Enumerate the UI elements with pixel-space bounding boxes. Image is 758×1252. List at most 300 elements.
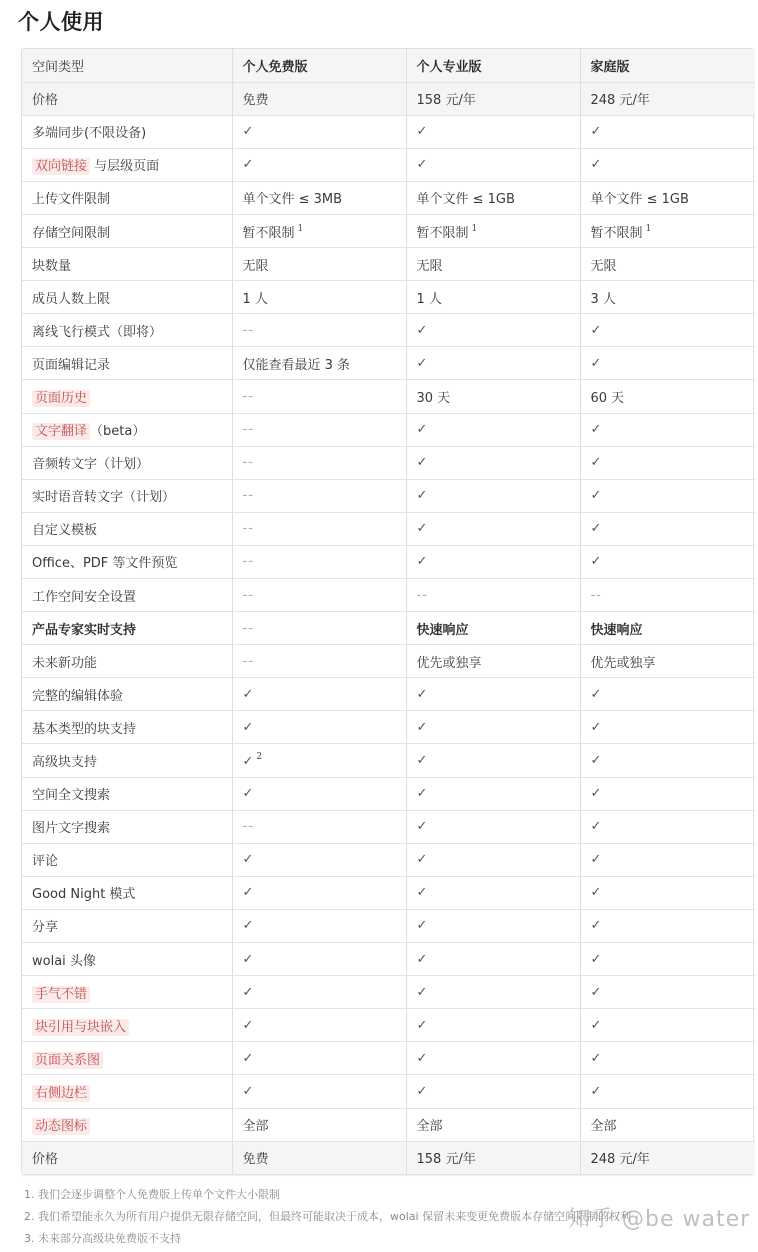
value-cell [580, 744, 755, 777]
feature-label: 空间全文搜索 [32, 788, 111, 804]
footnote-ref[interactable]: 1 [297, 223, 304, 234]
not-available-dash: -- [242, 422, 254, 438]
check-icon: ✓ [416, 918, 428, 934]
value-cell [232, 711, 406, 744]
feature-link[interactable]: 页面历史 [32, 390, 90, 407]
check-icon: ✓ [416, 124, 428, 140]
check-icon: ✓ [590, 852, 602, 868]
value-cell [232, 1042, 406, 1075]
check-icon: ✓ [416, 984, 428, 1000]
check-icon: ✓ [416, 819, 428, 835]
watermark: 知乎 @be water [568, 1207, 751, 1232]
not-available-dash: -- [416, 587, 428, 603]
feature-cell [22, 1042, 232, 1075]
table-row [22, 181, 755, 214]
value-cell [580, 1042, 755, 1075]
value-cell [232, 777, 406, 810]
value-cell [406, 612, 580, 645]
column-header-free: 个人免费版 [232, 49, 406, 82]
check-icon: ✓ [590, 488, 602, 504]
check-icon: ✓ [590, 753, 602, 769]
value-cell [580, 976, 755, 1009]
feature-label: 基本类型的块支持 [32, 721, 137, 737]
check-icon: ✓ [242, 686, 254, 702]
footnote-2: 2. 我们希望能永久为所有用户提供无限存储空间，但最终可能取决于成本，wolai 保留未来变更免费版本存储空间限制的权利 [24, 1210, 632, 1223]
check-icon: ✓ [416, 951, 428, 967]
table-row [22, 645, 755, 678]
check-icon: ✓ [590, 885, 602, 901]
feature-cell [22, 909, 232, 942]
value-cell [406, 1009, 580, 1042]
feature-label: 工作空间安全设置 [32, 589, 137, 605]
cell-value: 无限 [590, 258, 617, 274]
value-cell [580, 446, 755, 479]
value-cell [406, 579, 580, 612]
feature-cell [22, 579, 232, 612]
table-row [22, 810, 755, 843]
value-cell [232, 579, 406, 612]
value-cell [232, 214, 406, 247]
check-icon: ✓ [416, 322, 428, 338]
value-cell [580, 512, 755, 545]
value-cell [580, 248, 755, 281]
cell-value: 暂不限制 [242, 225, 295, 241]
check-icon: ✓ [590, 918, 602, 934]
feature-label: 存储空间限制 [32, 225, 111, 241]
feature-cell [22, 214, 232, 247]
feature-label: 块数量 [32, 258, 72, 274]
value-cell [232, 314, 406, 347]
cell-value: 优先或独享 [416, 655, 482, 671]
value-cell [580, 876, 755, 909]
value-cell [406, 115, 580, 148]
table-row [22, 876, 755, 909]
value-cell [580, 777, 755, 810]
table-row [22, 1075, 755, 1108]
value-cell [232, 678, 406, 711]
value-cell [406, 1075, 580, 1108]
value-cell [406, 512, 580, 545]
feature-label: 高级块支持 [32, 755, 98, 771]
value-cell [232, 810, 406, 843]
not-available-dash: -- [242, 620, 254, 636]
table-row [22, 281, 755, 314]
value-cell [232, 843, 406, 876]
cell-value: 无限 [242, 258, 269, 274]
value-cell [580, 314, 755, 347]
value-cell [406, 214, 580, 247]
value-cell [406, 479, 580, 512]
check-icon: ✓ [590, 554, 602, 570]
value-cell [232, 248, 406, 281]
cell-value: 1 人 [416, 291, 442, 307]
value-cell [580, 943, 755, 976]
check-icon: ✓ [242, 1083, 254, 1099]
check-icon: ✓ [590, 686, 602, 702]
check-icon: ✓ [416, 1017, 428, 1033]
check-icon: ✓ [590, 455, 602, 471]
table-row [22, 711, 755, 744]
value-cell [406, 248, 580, 281]
check-icon: ✓ [590, 124, 602, 140]
feature-label: 成员人数上限 [32, 291, 111, 307]
value-cell [406, 810, 580, 843]
check-icon: ✓ [590, 521, 602, 537]
cell-value: 248 元/年 [590, 1152, 650, 1168]
cell-value: 3 人 [590, 291, 616, 307]
table-header-row [22, 49, 755, 82]
feature-cell [22, 777, 232, 810]
check-icon: ✓ [242, 754, 254, 770]
cell-value: 158 元/年 [416, 93, 476, 109]
value-cell [580, 579, 755, 612]
table-row [22, 777, 755, 810]
value-cell [580, 115, 755, 148]
check-icon: ✓ [416, 719, 428, 735]
feature-cell [22, 876, 232, 909]
table-row [22, 347, 755, 380]
value-cell [406, 1141, 580, 1174]
feature-cell [22, 413, 232, 446]
value-cell [232, 115, 406, 148]
footnote-1: 1. 我们会逐步调整个人免费版上传单个文件大小限制 [24, 1188, 280, 1201]
value-cell [232, 181, 406, 214]
feature-label: Good Night 模式 [32, 887, 136, 903]
footnote-3: 3. 未来部分高级块免费版不支持 [24, 1232, 181, 1245]
check-icon: ✓ [590, 951, 602, 967]
value-cell [406, 678, 580, 711]
value-cell [406, 347, 580, 380]
check-icon: ✓ [590, 355, 602, 371]
feature-label: 页面编辑记录 [32, 357, 111, 373]
feature-cell [22, 446, 232, 479]
value-cell [406, 1042, 580, 1075]
table-row [22, 1108, 755, 1141]
not-available-dash: -- [242, 455, 254, 471]
value-cell [406, 380, 580, 413]
value-cell [406, 281, 580, 314]
not-available-dash: -- [242, 819, 254, 835]
value-cell [406, 314, 580, 347]
feature-label: Office、PDF 等文件预览 [32, 556, 178, 572]
feature-label: 未来新功能 [32, 655, 98, 671]
check-icon: ✓ [590, 322, 602, 338]
feature-cell [22, 1108, 232, 1141]
cell-value: 30 天 [416, 390, 451, 406]
table-row [22, 545, 755, 578]
not-available-dash: -- [242, 521, 254, 537]
value-cell [580, 678, 755, 711]
value-cell [232, 380, 406, 413]
feature-label: 上传文件限制 [32, 192, 111, 208]
value-cell [406, 777, 580, 810]
check-icon: ✓ [242, 984, 254, 1000]
value-cell [580, 1141, 755, 1174]
value-cell [232, 281, 406, 314]
feature-cell [22, 545, 232, 578]
column-header-family: 家庭版 [580, 49, 755, 82]
feature-cell [22, 1141, 232, 1174]
feature-label: wolai 头像 [32, 953, 96, 969]
feature-label: 多端同步(不限设备) [32, 126, 147, 142]
feature-cell [22, 843, 232, 876]
check-icon: ✓ [590, 422, 602, 438]
table-row [22, 314, 755, 347]
value-cell [232, 446, 406, 479]
table-row [22, 909, 755, 942]
not-available-dash: -- [242, 488, 254, 504]
value-cell [232, 1009, 406, 1042]
cell-value: 158 元/年 [416, 1152, 476, 1168]
cell-value: 暂不限制 [416, 225, 469, 241]
feature-cell [22, 1009, 232, 1042]
not-available-dash: -- [242, 322, 254, 338]
table-row [22, 82, 755, 115]
feature-label: 音频转文字（计划） [32, 457, 150, 473]
feature-link[interactable]: 动态图标 [32, 1118, 90, 1135]
check-icon: ✓ [416, 157, 428, 173]
feature-cell [22, 380, 232, 413]
value-cell [580, 545, 755, 578]
feature-label: 图片文字搜索 [32, 821, 111, 837]
footnote-ref[interactable]: 2 [256, 752, 263, 763]
feature-cell [22, 512, 232, 545]
table-row [22, 479, 755, 512]
check-icon: ✓ [416, 422, 428, 438]
feature-label: 评论 [32, 854, 59, 870]
check-icon: ✓ [416, 885, 428, 901]
check-icon: ✓ [590, 984, 602, 1000]
check-icon: ✓ [242, 786, 254, 802]
table-row [22, 1141, 755, 1174]
table-row [22, 1042, 755, 1075]
cell-value: 优先或独享 [590, 655, 656, 671]
cell-value: 单个文件 ≤ 1GB [416, 192, 515, 208]
feature-label: 产品专家实时支持 [32, 622, 137, 638]
value-cell [580, 82, 755, 115]
table-row [22, 943, 755, 976]
check-icon: ✓ [242, 719, 254, 735]
feature-link[interactable]: 页面关系图 [32, 1052, 103, 1069]
value-cell [406, 976, 580, 1009]
cell-value: 暂不限制 [590, 225, 643, 241]
cell-value: 免费 [242, 1152, 269, 1168]
feature-cell [22, 181, 232, 214]
check-icon: ✓ [242, 852, 254, 868]
check-icon: ✓ [416, 455, 428, 471]
check-icon: ✓ [242, 1050, 254, 1066]
feature-link[interactable]: 手气不错 [32, 986, 90, 1003]
cell-value: 无限 [416, 258, 443, 274]
feature-cell [22, 976, 232, 1009]
feature-cell [22, 281, 232, 314]
feature-cell [22, 744, 232, 777]
value-cell [232, 413, 406, 446]
feature-cell [22, 82, 232, 115]
not-available-dash: -- [242, 554, 254, 570]
cell-value: 1 人 [242, 291, 268, 307]
feature-cell [22, 678, 232, 711]
value-cell [232, 82, 406, 115]
value-cell [580, 1075, 755, 1108]
feature-label: 自定义模板 [32, 523, 98, 539]
plan-comparison-table [21, 48, 754, 1175]
table-row [22, 248, 755, 281]
cell-value: 单个文件 ≤ 3MB [242, 192, 343, 208]
value-cell [232, 943, 406, 976]
value-cell [580, 1108, 755, 1141]
feature-link[interactable]: 文字翻译 [32, 423, 90, 440]
value-cell [232, 479, 406, 512]
footnote-ref[interactable]: 1 [645, 223, 652, 234]
value-cell [232, 545, 406, 578]
check-icon: ✓ [416, 355, 428, 371]
check-icon: ✓ [416, 753, 428, 769]
check-icon: ✓ [590, 1083, 602, 1099]
feature-cell [22, 645, 232, 678]
value-cell [232, 612, 406, 645]
value-cell [406, 843, 580, 876]
footnote-ref[interactable]: 1 [471, 223, 478, 234]
value-cell [406, 744, 580, 777]
value-cell [406, 545, 580, 578]
value-cell [406, 181, 580, 214]
table-row [22, 413, 755, 446]
value-cell [232, 976, 406, 1009]
feature-label: 完整的编辑体验 [32, 688, 124, 704]
value-cell [580, 1009, 755, 1042]
value-cell [232, 645, 406, 678]
check-icon: ✓ [416, 786, 428, 802]
table-row [22, 446, 755, 479]
not-available-dash: -- [242, 653, 254, 669]
value-cell [580, 645, 755, 678]
feature-cell [22, 479, 232, 512]
check-icon: ✓ [416, 554, 428, 570]
cell-value: 快速响应 [590, 622, 643, 638]
check-icon: ✓ [416, 488, 428, 504]
cell-value: 免费 [242, 93, 269, 109]
check-icon: ✓ [590, 157, 602, 173]
not-available-dash: -- [590, 587, 602, 603]
check-icon: ✓ [416, 686, 428, 702]
value-cell [232, 909, 406, 942]
table-row [22, 214, 755, 247]
cell-value: 60 天 [590, 390, 625, 406]
cell-value: 全部 [416, 1119, 443, 1135]
value-cell [232, 347, 406, 380]
value-cell [232, 1108, 406, 1141]
value-cell [406, 148, 580, 181]
feature-label: 价格 [32, 1152, 59, 1168]
value-cell [580, 380, 755, 413]
value-cell [232, 1075, 406, 1108]
check-icon: ✓ [242, 885, 254, 901]
feature-cell [22, 148, 232, 181]
cell-value: 全部 [242, 1119, 269, 1135]
feature-label: 实时语音转文字（计划） [32, 490, 176, 506]
value-cell [406, 711, 580, 744]
check-icon: ✓ [590, 786, 602, 802]
table-row [22, 148, 755, 181]
not-available-dash: -- [242, 587, 254, 603]
value-cell [406, 909, 580, 942]
table-row [22, 976, 755, 1009]
feature-cell [22, 612, 232, 645]
table-row [22, 579, 755, 612]
value-cell [406, 82, 580, 115]
column-header-pro: 个人专业版 [406, 49, 580, 82]
check-icon: ✓ [416, 521, 428, 537]
value-cell [232, 1141, 406, 1174]
feature-cell [22, 810, 232, 843]
value-cell [580, 347, 755, 380]
feature-suffix: （beta） [90, 424, 146, 440]
value-cell [232, 744, 406, 777]
value-cell [580, 612, 755, 645]
value-cell [580, 909, 755, 942]
feature-label: 价格 [32, 93, 59, 109]
cell-value: 快速响应 [416, 622, 469, 638]
check-icon: ✓ [416, 1083, 428, 1099]
table-row [22, 678, 755, 711]
check-icon: ✓ [242, 124, 254, 140]
value-cell [580, 148, 755, 181]
feature-cell [22, 115, 232, 148]
table-row [22, 115, 755, 148]
table-row [22, 744, 755, 777]
feature-suffix: 与层级页面 [90, 159, 160, 175]
check-icon: ✓ [242, 951, 254, 967]
value-cell [406, 876, 580, 909]
check-icon: ✓ [242, 157, 254, 173]
page-title: 个人使用 [18, 10, 104, 34]
value-cell [580, 711, 755, 744]
value-cell [580, 810, 755, 843]
feature-cell [22, 347, 232, 380]
cell-value: 248 元/年 [590, 93, 650, 109]
check-icon: ✓ [242, 1017, 254, 1033]
value-cell [232, 876, 406, 909]
feature-link[interactable]: 右侧边栏 [32, 1085, 90, 1102]
cell-value: 全部 [590, 1119, 617, 1135]
value-cell [232, 148, 406, 181]
table-row [22, 512, 755, 545]
feature-cell [22, 711, 232, 744]
feature-link[interactable]: 块引用与块嵌入 [32, 1019, 129, 1036]
check-icon: ✓ [590, 1017, 602, 1033]
value-cell [580, 181, 755, 214]
feature-label: 分享 [32, 920, 59, 936]
table-row [22, 843, 755, 876]
cell-value: 仅能查看最近 3 条 [242, 357, 351, 373]
table-row [22, 1009, 755, 1042]
table-row [22, 612, 755, 645]
check-icon: ✓ [416, 1050, 428, 1066]
feature-cell [22, 943, 232, 976]
feature-label: 离线飞行模式（即将） [32, 324, 163, 340]
check-icon: ✓ [590, 1050, 602, 1066]
feature-link[interactable]: 双向链接 [32, 158, 90, 175]
check-icon: ✓ [242, 918, 254, 934]
column-header-space-type: 空间类型 [22, 49, 232, 82]
footnotes [24, 1184, 631, 1250]
cell-value: 单个文件 ≤ 1GB [590, 192, 689, 208]
feature-cell [22, 314, 232, 347]
table-row [22, 380, 755, 413]
feature-cell [22, 248, 232, 281]
value-cell [406, 1108, 580, 1141]
